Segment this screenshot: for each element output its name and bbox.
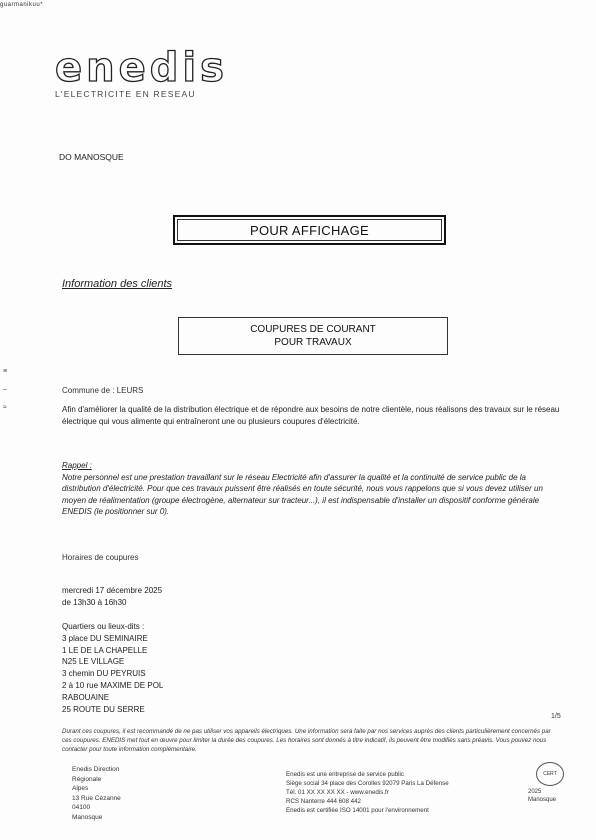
list-item: 25 ROUTE DU SERRE — [62, 704, 145, 714]
footer-note: Durant ces coupures, il est recommandé de ne pas utiliser vos appareils électriques. Une information sera faite par nos services auprès des clients particulièrement concernés par ces coupures. ENEDIS met tout en œuvre pour limiter la durée des coupures. Les horaires sont donnés à titre indicatif, ils peuvent être modifiés sans préavis. Vous pouvez nous contacter pour toute information complémentaire. — [62, 728, 551, 753]
sender-office: DO MANOSQUE — [59, 152, 124, 162]
address-line: Alpes — [72, 785, 89, 792]
horaires-label: Horaires de coupures — [62, 553, 139, 562]
left-address-block — [72, 765, 121, 822]
quartiers-list — [62, 621, 163, 715]
address-line: Enedis est certifiée ISO 14001 pour l'environnement — [286, 807, 429, 814]
list-item: RABOUAINE — [62, 692, 110, 702]
coupures-line-1: COUPURES DE COURANT — [250, 324, 376, 335]
address-line: Siège social 34 place des Corolles 92079 Paris La Défense — [286, 780, 449, 787]
rappel-block — [62, 460, 562, 518]
rappel-text: Notre personnel est une prestation travaillant sur le réseau Electricité afin d'assurer la qualité et la continuité de service public de la distribution d'électricité. Pour que ces travaux puissent être réalisés en toute sécurité, nous vous rappelons que si vous devez utiliser un moyen de réalimentation (groupe électrogène, alternateur sur tracteur...), il est indispensable d'installer un dispositif conforme générale ENEDIS (le positionner sur 0). — [62, 472, 543, 516]
address-line: RCS Nanterre 444 608 442 — [286, 798, 361, 805]
list-item: 3 place DU SEMINAIRE — [62, 633, 148, 643]
pour-affichage-box — [173, 215, 446, 245]
address-line: Tél. 01 XX XX XX XX - www.enedis.fr — [286, 789, 389, 796]
seal-text: CERT — [543, 771, 557, 777]
address-line: Régionale — [72, 775, 102, 783]
coupures-box — [178, 317, 448, 355]
intro-paragraph: Afin d'améliorer la qualité de la distribution électrique et de répondre aux besoins de notre clientèle, nous réalisons des travaux sur le réseau électrique qui vous alimente qui entraîneront une ou plusieurs coupures d'électricité. — [62, 405, 560, 426]
rappel-title: Rappel : — [62, 461, 92, 470]
information-clients-heading: Information des clients — [62, 278, 173, 290]
coupure-date — [62, 585, 162, 609]
margin-mark: ≈ — [3, 404, 7, 411]
scan-header-text: guarmanikuu* — [0, 2, 44, 8]
time-line: de 13h30 à 16h30 — [62, 598, 127, 607]
pour-affichage-title: POUR AFFICHAGE — [249, 222, 370, 238]
coupures-line-2: POUR TRAVAUX — [274, 337, 352, 348]
commune-line: Commune de : LEURS — [62, 386, 144, 395]
address-line: 04100 — [72, 804, 91, 811]
list-item: N25 LE VILLAGE — [62, 657, 125, 667]
certification-seal — [536, 762, 564, 786]
stamp-line: 2025 — [528, 789, 542, 795]
list-item: 3 chemin DU PEYRUIS — [62, 669, 146, 679]
address-line: 13 Rue Cézanne — [72, 794, 121, 802]
list-item: 1 LE DE LA CHAPELLE — [62, 645, 148, 655]
right-address-block — [286, 770, 449, 815]
address-line: Enedis est une entreprise de service public — [286, 771, 404, 778]
page-number: 1/5 — [551, 713, 561, 720]
address-line: Enedis Direction — [72, 766, 120, 773]
address-line: Manosque — [72, 813, 103, 821]
list-item: 2 à 10 rue MAXIME DE POL — [62, 680, 164, 690]
margin-mark: ≡ — [3, 368, 8, 375]
stamp-text — [528, 788, 556, 804]
list-item: Quartiers ou lieux-dits : — [62, 622, 145, 631]
stamp-line: Manosque — [528, 797, 557, 803]
date-line: mercredi 17 décembre 2025 — [62, 586, 163, 595]
logo-tagline: L'ELECTRICITE EN RESEAU — [55, 89, 196, 99]
enedis-logo: enedis — [55, 45, 228, 91]
margin-mark: – — [3, 386, 7, 393]
